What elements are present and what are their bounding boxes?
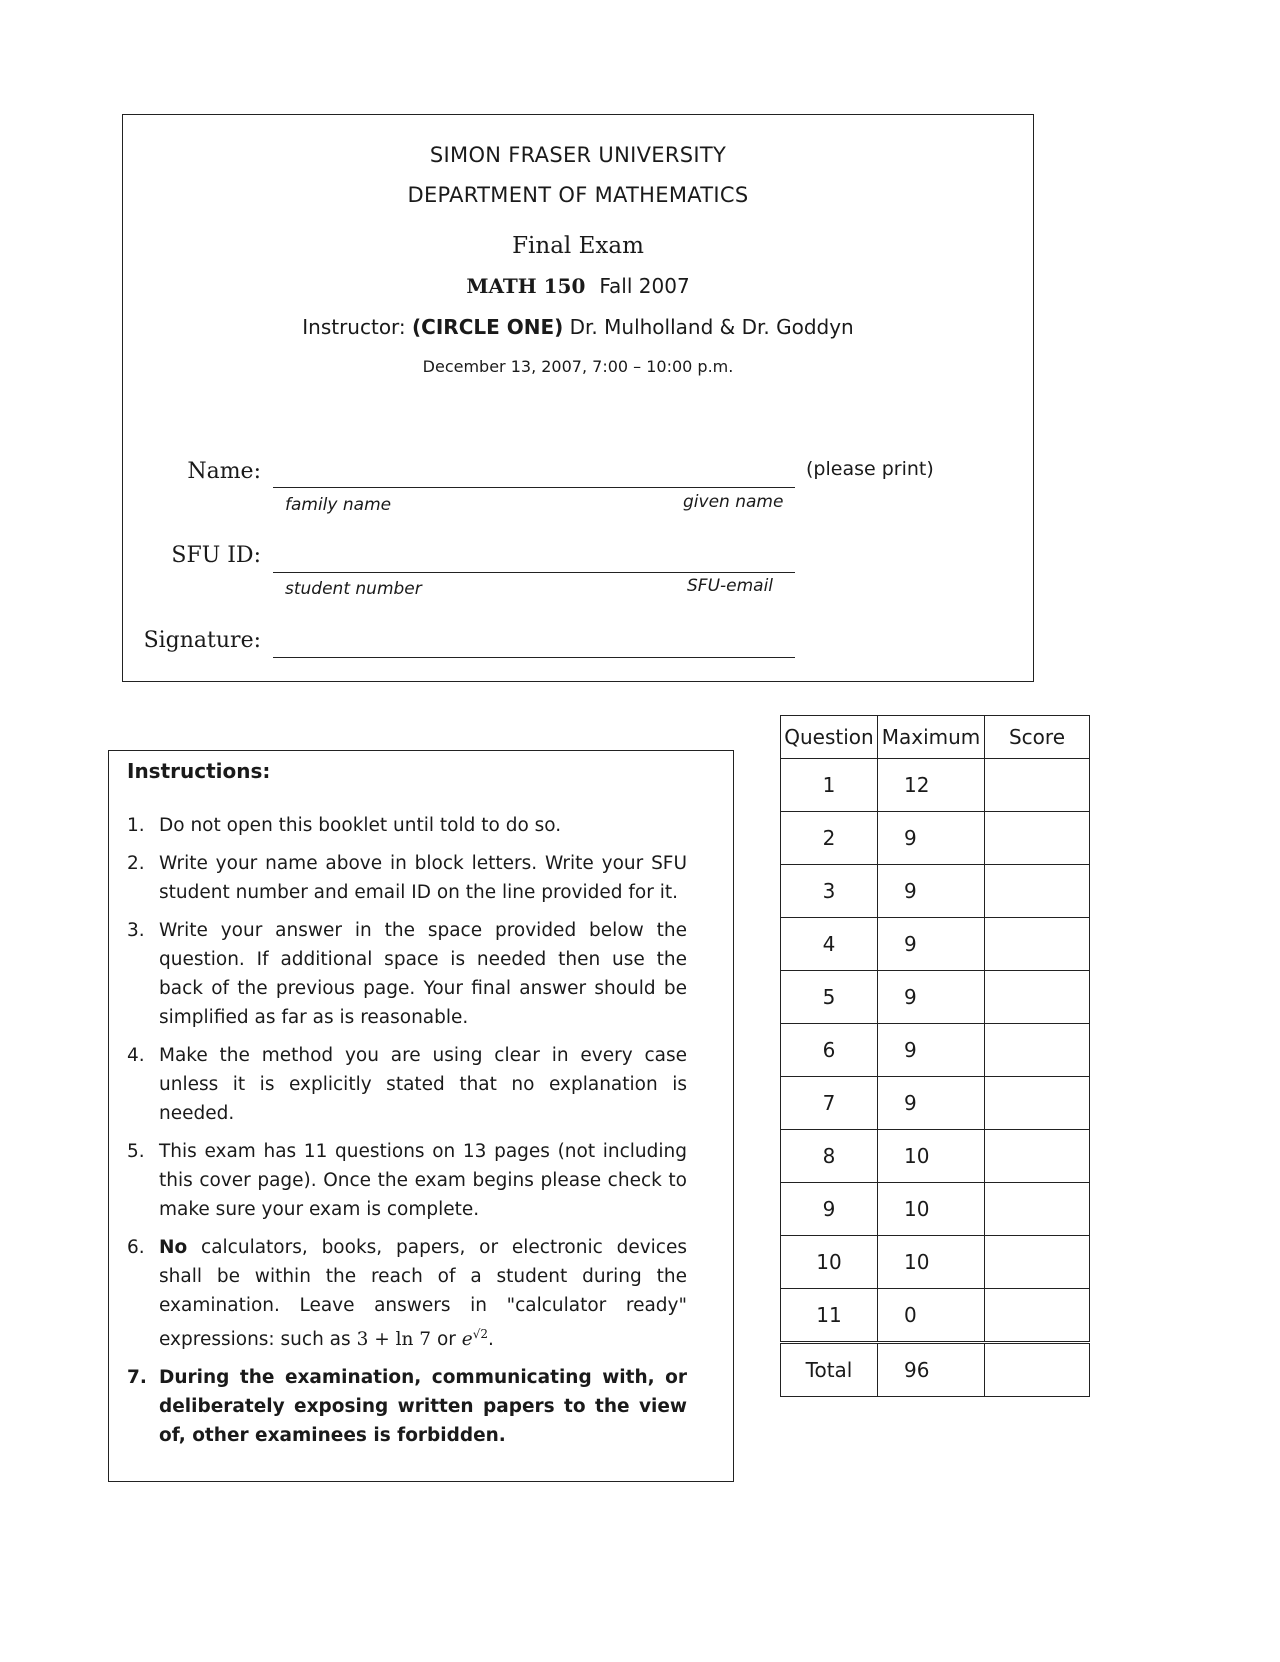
instruction-text: Write your answer in the space provided below the question. If additional space is needed then use the back of the previous page. Your final answer should be simplified as far as is reasonable. [159, 920, 687, 1028]
please-print-note: (please print) [806, 458, 934, 480]
table-row [781, 918, 1090, 971]
question-maximum: 9 [878, 918, 985, 971]
instruction-period: . [488, 1329, 494, 1351]
student-number-hint: student number [285, 579, 422, 599]
instruction-text: Write your name above in block letters. Write your SFU student number and email ID on the line provided for it. [159, 853, 687, 903]
instructor-label: Instructor: [302, 315, 406, 339]
question-number: 11 [781, 1289, 878, 1343]
instruction-text: This exam has 11 questions on 13 pages (not including this cover page). Once the exam begins please check to make sure your exam is complete. [159, 1141, 687, 1220]
name-label: Name: [187, 459, 261, 484]
instruction-item [127, 1137, 687, 1224]
table-row [781, 1024, 1090, 1077]
instruction-item [127, 916, 687, 1032]
instruction-item [127, 811, 687, 840]
question-number: 7 [781, 1077, 878, 1130]
table-row [781, 759, 1090, 812]
math-base: e [461, 1329, 473, 1351]
signature-field[interactable] [273, 657, 795, 658]
table-row [781, 1236, 1090, 1289]
question-number: 9 [781, 1183, 878, 1236]
course-line [123, 274, 1033, 298]
instructor-names: Dr. Mulholland & Dr. Goddyn [569, 315, 854, 339]
score-table [780, 715, 1090, 1397]
course-code: MATH 150 [466, 274, 586, 298]
question-number: 6 [781, 1024, 878, 1077]
score-cell[interactable] [985, 1130, 1090, 1183]
question-number: 1 [781, 759, 878, 812]
instruction-bold-lead: No [159, 1237, 188, 1258]
instruction-or: or [436, 1329, 456, 1351]
question-maximum: 10 [878, 1183, 985, 1236]
instruction-item [127, 1363, 687, 1450]
score-cell[interactable] [985, 812, 1090, 865]
given-name-hint: given name [683, 492, 784, 512]
table-row [781, 1130, 1090, 1183]
exam-header-box [122, 114, 1034, 682]
exam-date-time: December 13, 2007, 7:00 – 10:00 p.m. [422, 357, 734, 376]
header-maximum: Maximum [878, 716, 985, 759]
question-maximum: 9 [878, 1077, 985, 1130]
instructions-box [108, 750, 734, 1482]
math-exponent: √2 [472, 1327, 489, 1341]
instruction-item [127, 849, 687, 907]
question-number: 5 [781, 971, 878, 1024]
instructor-line [123, 315, 1033, 339]
instructions-heading: Instructions: [127, 759, 271, 783]
exam-title: Final Exam [512, 233, 644, 259]
instruction-number: 3. [127, 920, 145, 941]
instruction-number: 6. [127, 1237, 145, 1258]
instruction-text: During the examination, communicating with, or deliberately exposing written papers to the view of, other examinees is forbidden. [159, 1367, 687, 1447]
instruction-text: Make the method you are using clear in every case unless it is explicitly stated that no explanation is needed. [159, 1045, 687, 1124]
table-row [781, 971, 1090, 1024]
family-name-hint: family name [285, 495, 392, 515]
score-cell[interactable] [985, 1236, 1090, 1289]
question-maximum: 9 [878, 812, 985, 865]
question-number: 10 [781, 1236, 878, 1289]
table-row [781, 812, 1090, 865]
instruction-text: Do not open this booklet until told to do so. [159, 815, 562, 836]
question-number: 8 [781, 1130, 878, 1183]
score-cell[interactable] [985, 865, 1090, 918]
question-number: 2 [781, 812, 878, 865]
instructions-list [127, 811, 687, 1459]
department-name: DEPARTMENT OF MATHEMATICS [407, 183, 749, 207]
term: Fall 2007 [599, 274, 690, 298]
total-row [781, 1343, 1090, 1397]
score-cell[interactable] [985, 1289, 1090, 1343]
table-row [781, 1077, 1090, 1130]
instruction-number: 4. [127, 1045, 145, 1066]
header-score: Score [985, 716, 1090, 759]
instruction-item [127, 1041, 687, 1128]
name-field[interactable] [273, 487, 795, 488]
question-maximum: 12 [878, 759, 985, 812]
sfu-id-field[interactable] [273, 572, 795, 573]
instruction-item [127, 1233, 687, 1354]
total-maximum: 96 [878, 1343, 985, 1397]
instruction-number: 7. [127, 1367, 147, 1389]
sfu-id-label: SFU ID: [171, 543, 261, 568]
instruction-text: calculators, books, papers, or electronic devices shall be within the reach of a student during the examination. Leave answers in "calculator ready" expressions: such as [159, 1237, 687, 1351]
instruction-number: 5. [127, 1141, 145, 1162]
question-maximum: 10 [878, 1130, 985, 1183]
total-label: Total [781, 1343, 878, 1397]
question-maximum: 0 [878, 1289, 985, 1343]
score-table-header-row [781, 716, 1090, 759]
question-maximum: 9 [878, 1024, 985, 1077]
instruction-number: 2. [127, 853, 145, 874]
score-cell[interactable] [985, 918, 1090, 971]
score-cell[interactable] [985, 1024, 1090, 1077]
table-row [781, 865, 1090, 918]
question-number: 3 [781, 865, 878, 918]
math-expression-exp [462, 1329, 488, 1350]
instruction-number: 1. [127, 815, 145, 836]
score-cell[interactable] [985, 759, 1090, 812]
score-cell[interactable] [985, 971, 1090, 1024]
question-number: 4 [781, 918, 878, 971]
question-maximum: 10 [878, 1236, 985, 1289]
header-question: Question [781, 716, 878, 759]
table-row [781, 1289, 1090, 1343]
score-cell[interactable] [985, 1077, 1090, 1130]
total-score-cell[interactable] [985, 1343, 1090, 1397]
table-row [781, 1183, 1090, 1236]
signature-label: Signature: [143, 628, 261, 653]
score-cell[interactable] [985, 1183, 1090, 1236]
circle-one-note: (CIRCLE ONE) [412, 315, 564, 339]
question-maximum: 9 [878, 865, 985, 918]
question-maximum: 9 [878, 971, 985, 1024]
university-name: SIMON FRASER UNIVERSITY [429, 143, 727, 167]
sfu-email-hint: SFU-email [687, 576, 774, 596]
math-expression: 3 + ln 7 [356, 1329, 432, 1351]
